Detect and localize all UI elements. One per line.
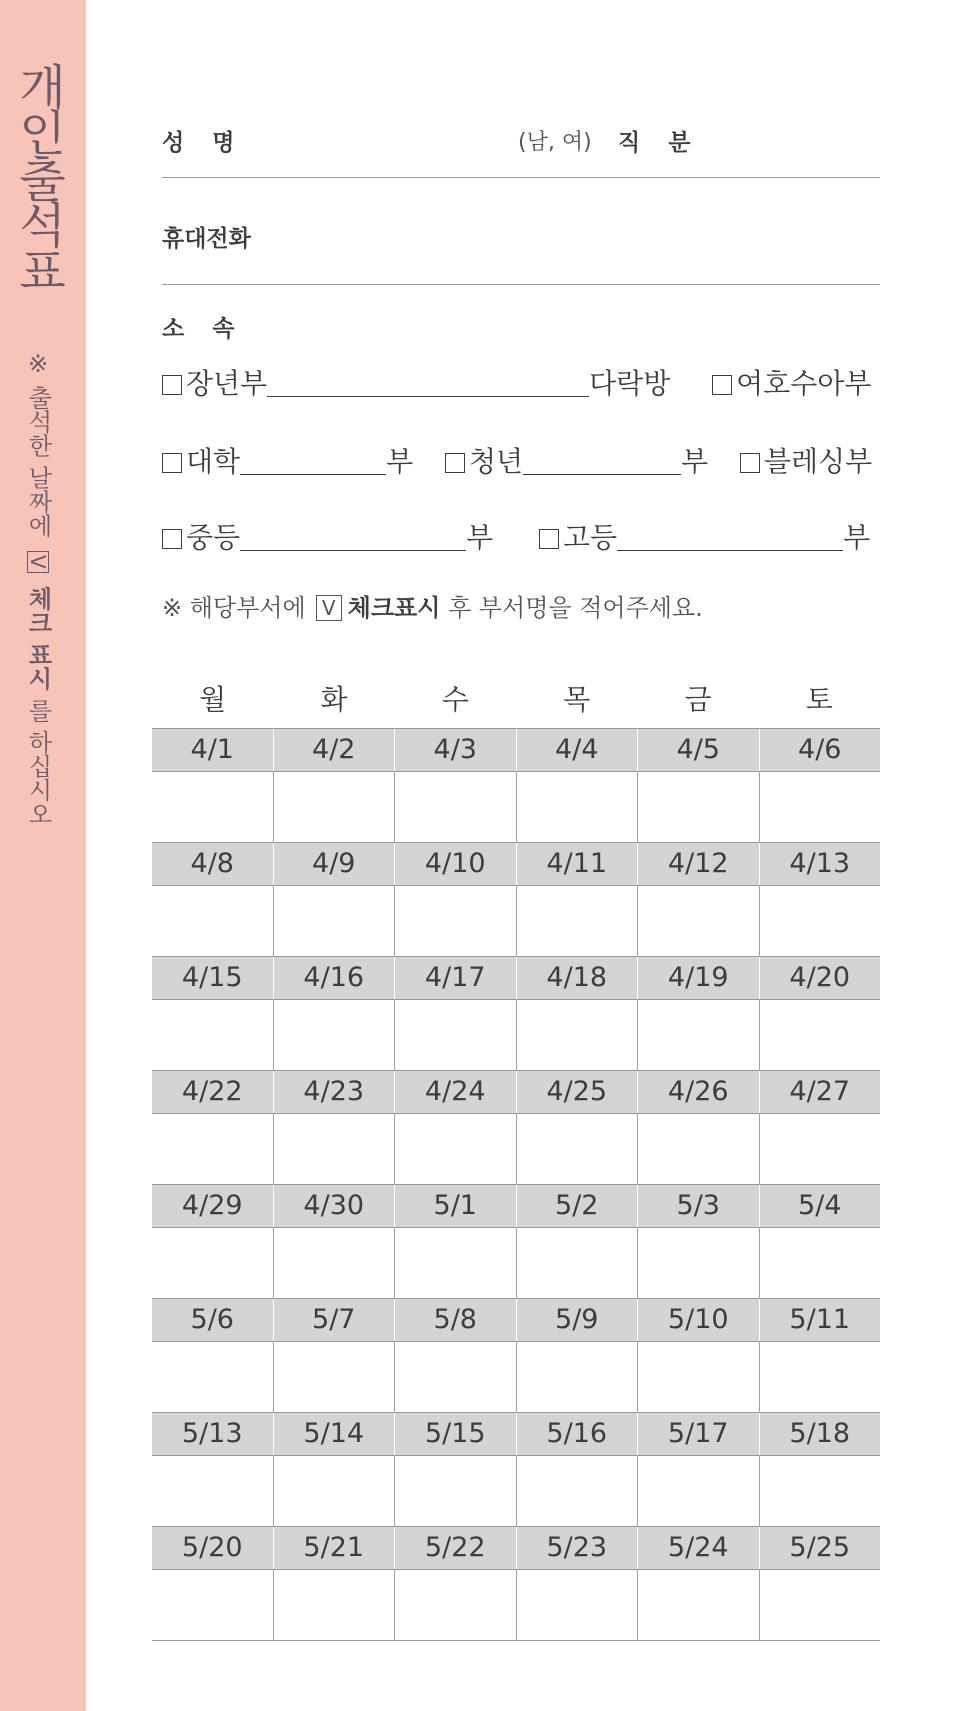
- sidebar-note-suffix: 를 하십시오: [24, 698, 52, 826]
- calendar-week: [152, 1298, 880, 1412]
- date-row: [152, 1184, 880, 1228]
- check-cell[interactable]: [273, 886, 395, 956]
- dept-row-2: [162, 440, 872, 480]
- date-cell: 4/30: [273, 1185, 395, 1227]
- weekday-tue: 화: [320, 683, 348, 716]
- check-cell[interactable]: [273, 1000, 395, 1070]
- date-cell: 4/24: [394, 1071, 516, 1113]
- check-cell[interactable]: [394, 886, 516, 956]
- checkbox-high[interactable]: [539, 529, 559, 549]
- blank-middle[interactable]: [240, 526, 466, 551]
- calendar-week: [152, 842, 880, 956]
- date-cell: 4/11: [516, 843, 638, 885]
- sidebar-title: 개인출석표: [10, 62, 66, 292]
- check-cell[interactable]: [516, 772, 638, 842]
- check-mark-icon: V: [27, 551, 49, 573]
- dept-middle: 중등: [186, 521, 241, 554]
- check-cell[interactable]: [273, 772, 395, 842]
- calendar-bottom-line: [152, 1640, 880, 1641]
- date-cell: 4/13: [759, 843, 881, 885]
- affiliation-label: 소속: [162, 316, 263, 342]
- dept-college: 대학: [186, 445, 241, 478]
- check-cell[interactable]: [394, 772, 516, 842]
- check-cell[interactable]: [637, 1456, 759, 1526]
- date-cell: 4/4: [516, 729, 638, 771]
- checkbox-joshua[interactable]: [712, 375, 732, 395]
- date-row: [152, 1070, 880, 1114]
- date-cell: 4/23: [273, 1071, 395, 1113]
- check-cell[interactable]: [637, 1570, 759, 1640]
- check-cell[interactable]: [759, 1570, 881, 1640]
- date-cell: 4/10: [394, 843, 516, 885]
- date-row: [152, 956, 880, 1000]
- check-cell[interactable]: [152, 1570, 273, 1640]
- check-cell[interactable]: [637, 772, 759, 842]
- dept-row-3: [162, 516, 870, 556]
- check-cell[interactable]: [152, 1000, 273, 1070]
- checkbox-blessing[interactable]: [740, 453, 760, 473]
- check-mark-icon: V: [316, 595, 342, 621]
- calendar-weeks: [152, 728, 880, 1640]
- blank-senior[interactable]: [267, 372, 589, 397]
- affiliation-row: [162, 310, 880, 343]
- date-cell: 5/21: [273, 1527, 395, 1569]
- date-cell: 5/24: [637, 1527, 759, 1569]
- dept-youth-suffix: 부: [681, 445, 709, 478]
- phone-label: 휴대전화: [162, 226, 251, 252]
- calendar-week: [152, 1184, 880, 1298]
- calendar-week: [152, 1526, 880, 1640]
- dept-row-1: [162, 362, 871, 402]
- weekday-thu: 목: [563, 683, 591, 716]
- name-row: [162, 124, 880, 160]
- date-cell: 5/18: [759, 1413, 881, 1455]
- check-cell[interactable]: [637, 886, 759, 956]
- check-cell[interactable]: [273, 1228, 395, 1298]
- date-row: [152, 728, 880, 772]
- checkbox-middle[interactable]: [162, 529, 182, 549]
- check-cell[interactable]: [516, 1228, 638, 1298]
- check-cell[interactable]: [516, 1000, 638, 1070]
- dept-daraKbang: 다락방: [589, 367, 671, 400]
- date-cell: 4/26: [637, 1071, 759, 1113]
- sidebar-note-prefix: ※ 출석한 날짜에: [24, 350, 52, 538]
- instruction-prefix: ※ 해당부서에: [162, 594, 306, 622]
- checkbox-senior[interactable]: [162, 375, 182, 395]
- date-row: [152, 842, 880, 886]
- check-cell[interactable]: [637, 1114, 759, 1184]
- check-cell[interactable]: [759, 772, 881, 842]
- check-cell[interactable]: [394, 1456, 516, 1526]
- sidebar-note-bold: 체크 표시: [24, 586, 52, 691]
- date-cell: 4/1: [190, 734, 234, 765]
- check-cell[interactable]: [152, 1456, 273, 1526]
- date-cell: 5/23: [516, 1527, 638, 1569]
- date-cell: 4/20: [759, 957, 881, 999]
- calendar-week: [152, 1070, 880, 1184]
- date-cell: 4/15: [181, 962, 243, 993]
- dept-youth: 청년: [468, 445, 524, 478]
- date-cell: 5/17: [637, 1413, 759, 1455]
- check-cell[interactable]: [759, 886, 881, 956]
- date-cell: 4/12: [637, 843, 759, 885]
- check-cell[interactable]: [516, 1570, 638, 1640]
- check-cell[interactable]: [394, 1228, 516, 1298]
- date-cell: 5/25: [759, 1527, 881, 1569]
- date-cell: 5/16: [516, 1413, 638, 1455]
- check-row: [152, 1228, 880, 1298]
- blank-high[interactable]: [617, 526, 843, 551]
- instruction-suffix: 후 부서명을 적어주세요.: [448, 594, 703, 622]
- blank-college[interactable]: [240, 450, 386, 475]
- date-cell: 5/14: [273, 1413, 395, 1455]
- date-cell: 5/9: [516, 1299, 638, 1341]
- check-cell[interactable]: [152, 1342, 273, 1412]
- date-cell: 4/19: [637, 957, 759, 999]
- check-cell[interactable]: [637, 1342, 759, 1412]
- date-cell: 5/10: [637, 1299, 759, 1341]
- dept-blessing: 블레싱부: [763, 445, 873, 478]
- dept-high-suffix: 부: [843, 521, 871, 554]
- check-cell[interactable]: [394, 1342, 516, 1412]
- position-label: 직분: [618, 130, 719, 156]
- checkbox-youth[interactable]: [445, 453, 465, 473]
- check-cell[interactable]: [394, 1000, 516, 1070]
- date-cell: 5/15: [394, 1413, 516, 1455]
- attendance-calendar: [152, 672, 880, 1641]
- date-cell: 4/27: [759, 1071, 881, 1113]
- check-row: [152, 1456, 880, 1526]
- weekday-wed: 수: [441, 683, 469, 716]
- weekday-sat: 토: [805, 683, 833, 716]
- date-cell: 4/5: [637, 729, 759, 771]
- dept-senior: 장년부: [186, 367, 268, 400]
- date-cell: 4/2: [273, 729, 395, 771]
- dept-college-suffix: 부: [386, 445, 414, 478]
- name-label: 성명: [162, 130, 263, 156]
- date-cell: 5/11: [759, 1299, 881, 1341]
- check-cell[interactable]: [759, 1228, 881, 1298]
- sidebar: [0, 0, 86, 1711]
- check-cell[interactable]: [152, 1228, 273, 1298]
- calendar-week: [152, 956, 880, 1070]
- check-cell[interactable]: [152, 772, 273, 842]
- gender-label: (남, 여): [518, 130, 592, 155]
- check-row: [152, 772, 880, 842]
- check-row: [152, 1570, 880, 1640]
- check-cell[interactable]: [637, 1228, 759, 1298]
- instruction-note: [162, 588, 703, 623]
- check-cell[interactable]: [516, 886, 638, 956]
- check-cell[interactable]: [273, 1570, 395, 1640]
- calendar-week: [152, 1412, 880, 1526]
- date-cell: 5/7: [273, 1299, 395, 1341]
- check-cell[interactable]: [637, 1000, 759, 1070]
- date-cell: 4/29: [181, 1190, 243, 1221]
- date-cell: 5/22: [394, 1527, 516, 1569]
- date-cell: 4/6: [759, 729, 881, 771]
- check-row: [152, 1114, 880, 1184]
- check-cell[interactable]: [273, 1114, 395, 1184]
- check-row: [152, 1342, 880, 1412]
- date-cell: 5/6: [190, 1304, 234, 1335]
- check-cell[interactable]: [273, 1342, 395, 1412]
- check-cell[interactable]: [759, 1000, 881, 1070]
- dept-joshua: 여호수아부: [736, 367, 872, 400]
- date-cell: 4/22: [181, 1076, 243, 1107]
- check-cell[interactable]: [152, 886, 273, 956]
- blank-youth[interactable]: [523, 450, 681, 475]
- check-row: [152, 1000, 880, 1070]
- check-cell[interactable]: [759, 1342, 881, 1412]
- calendar-week: [152, 728, 880, 842]
- date-row: [152, 1298, 880, 1342]
- dept-high: 고등: [562, 521, 618, 554]
- date-cell: 4/8: [190, 848, 234, 879]
- check-cell[interactable]: [516, 1456, 638, 1526]
- phone-row: [162, 220, 880, 253]
- date-cell: 4/3: [394, 729, 516, 771]
- date-cell: 5/1: [394, 1185, 516, 1227]
- date-cell: 5/20: [181, 1532, 243, 1563]
- date-cell: 4/17: [394, 957, 516, 999]
- check-cell[interactable]: [516, 1342, 638, 1412]
- date-row: [152, 1412, 880, 1456]
- date-cell: 5/2: [516, 1185, 638, 1227]
- check-cell[interactable]: [273, 1456, 395, 1526]
- date-row: [152, 1526, 880, 1570]
- date-cell: 4/25: [516, 1071, 638, 1113]
- weekday-mon: 월: [199, 683, 227, 716]
- check-cell[interactable]: [516, 1114, 638, 1184]
- date-cell: 5/8: [394, 1299, 516, 1341]
- check-row: [152, 886, 880, 956]
- date-cell: 5/13: [181, 1418, 243, 1449]
- date-cell: 4/16: [273, 957, 395, 999]
- weekday-fri: 금: [684, 683, 712, 716]
- check-cell[interactable]: [394, 1570, 516, 1640]
- checkbox-college[interactable]: [162, 453, 182, 473]
- check-cell[interactable]: [152, 1114, 273, 1184]
- check-cell[interactable]: [759, 1456, 881, 1526]
- instruction-bold: 체크표시: [347, 594, 441, 622]
- date-cell: 4/18: [516, 957, 638, 999]
- check-cell[interactable]: [759, 1114, 881, 1184]
- dept-middle-suffix: 부: [466, 521, 494, 554]
- check-cell[interactable]: [394, 1114, 516, 1184]
- date-cell: 5/4: [759, 1185, 881, 1227]
- date-cell: 4/9: [273, 843, 395, 885]
- sidebar-note: [26, 350, 50, 826]
- weekday-header: [152, 672, 880, 728]
- name-underline[interactable]: [162, 177, 880, 178]
- date-cell: 5/3: [637, 1185, 759, 1227]
- phone-underline[interactable]: [162, 284, 880, 285]
